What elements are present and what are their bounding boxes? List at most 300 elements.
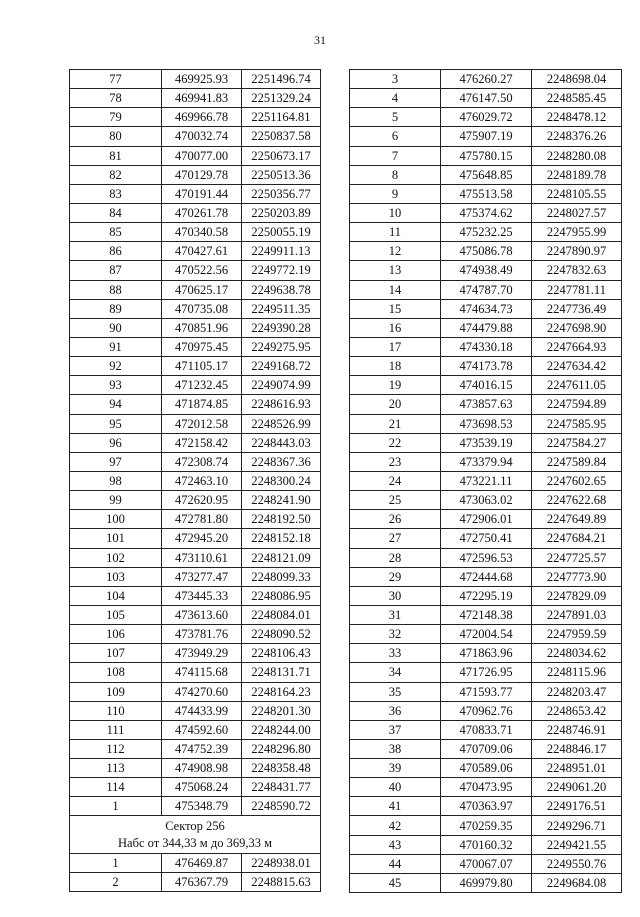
y-coordinate-cell: 2247594.89 — [532, 395, 622, 414]
point-number-cell: 2 — [70, 872, 162, 891]
table-row — [350, 357, 622, 376]
x-coordinate-cell: 473539.19 — [441, 433, 532, 452]
y-coordinate-cell: 2251329.24 — [242, 89, 321, 108]
x-coordinate-cell: 475374.62 — [441, 203, 532, 222]
table-row — [350, 280, 622, 299]
point-number-cell: 39 — [350, 759, 441, 778]
y-coordinate-cell: 2248152.18 — [242, 529, 321, 548]
table-row — [350, 797, 622, 816]
x-coordinate-cell: 475086.78 — [441, 242, 532, 261]
table-row — [70, 337, 321, 356]
y-coordinate-cell: 2249296.71 — [532, 816, 622, 835]
x-coordinate-cell: 474173.78 — [441, 357, 532, 376]
x-coordinate-cell: 472004.54 — [441, 625, 532, 644]
x-coordinate-cell: 473781.76 — [162, 625, 242, 644]
y-coordinate-cell: 2247585.95 — [532, 414, 622, 433]
y-coordinate-cell: 2247736.49 — [532, 299, 622, 318]
table-row — [350, 835, 622, 854]
x-coordinate-cell: 474592.60 — [162, 720, 242, 739]
y-coordinate-cell: 2250356.77 — [242, 184, 321, 203]
y-coordinate-cell: 2247698.90 — [532, 318, 622, 337]
x-coordinate-cell: 474787.70 — [441, 280, 532, 299]
point-number-cell: 19 — [350, 376, 441, 395]
y-coordinate-cell: 2249550.76 — [532, 854, 622, 873]
x-coordinate-cell: 472295.19 — [441, 586, 532, 605]
point-number-cell: 11 — [350, 223, 441, 242]
table-row — [350, 854, 622, 873]
table-row — [70, 491, 321, 510]
table-row — [350, 165, 622, 184]
table-row — [350, 759, 622, 778]
x-coordinate-cell: 470625.17 — [162, 280, 242, 299]
y-coordinate-cell: 2247955.99 — [532, 223, 622, 242]
x-coordinate-cell: 472945.20 — [162, 529, 242, 548]
table-row — [350, 146, 622, 165]
table-row — [70, 146, 321, 165]
point-number-cell: 27 — [350, 529, 441, 548]
x-coordinate-cell: 470340.58 — [162, 223, 242, 242]
y-coordinate-cell: 2248164.23 — [242, 682, 321, 701]
sector-subtitle: Набс от 344,33 м до 369,33 м — [118, 835, 272, 850]
point-number-cell: 24 — [350, 471, 441, 490]
y-coordinate-cell: 2247890.97 — [532, 242, 622, 261]
y-coordinate-cell: 2248121.09 — [242, 548, 321, 567]
x-coordinate-cell: 472158.42 — [162, 433, 242, 452]
x-coordinate-cell: 474908.98 — [162, 759, 242, 778]
sector-header — [70, 816, 321, 853]
x-coordinate-cell: 470259.35 — [441, 816, 532, 835]
right-table-rows — [350, 70, 622, 893]
y-coordinate-cell: 2248526.99 — [242, 414, 321, 433]
y-coordinate-cell: 2249074.99 — [242, 376, 321, 395]
y-coordinate-cell: 2248815.63 — [242, 872, 321, 891]
table-row — [70, 567, 321, 586]
x-coordinate-cell: 474479.88 — [441, 318, 532, 337]
y-coordinate-cell: 2248105.55 — [532, 184, 622, 203]
point-number-cell: 111 — [70, 720, 162, 739]
x-coordinate-cell: 472463.10 — [162, 471, 242, 490]
x-coordinate-cell: 472750.41 — [441, 529, 532, 548]
table-row — [350, 873, 622, 892]
table-row — [70, 605, 321, 624]
x-coordinate-cell: 473063.02 — [441, 491, 532, 510]
x-coordinate-cell: 473221.11 — [441, 471, 532, 490]
x-coordinate-cell: 473110.61 — [162, 548, 242, 567]
point-number-cell: 30 — [350, 586, 441, 605]
table-row — [70, 548, 321, 567]
x-coordinate-cell: 470160.32 — [441, 835, 532, 854]
x-coordinate-cell: 475513.58 — [441, 184, 532, 203]
point-number-cell: 9 — [350, 184, 441, 203]
y-coordinate-cell: 2248590.72 — [242, 797, 321, 816]
point-number-cell: 81 — [70, 146, 162, 165]
table-row — [350, 548, 622, 567]
x-coordinate-cell: 470129.78 — [162, 165, 242, 184]
point-number-cell: 33 — [350, 644, 441, 663]
point-number-cell: 79 — [70, 108, 162, 127]
y-coordinate-cell: 2248241.90 — [242, 491, 321, 510]
x-coordinate-cell: 470067.07 — [441, 854, 532, 873]
table-row — [70, 165, 321, 184]
y-coordinate-cell: 2248698.04 — [532, 70, 622, 89]
x-coordinate-cell: 469925.93 — [162, 70, 242, 89]
y-coordinate-cell: 2248367.36 — [242, 452, 321, 471]
y-coordinate-cell: 2248443.03 — [242, 433, 321, 452]
x-coordinate-cell: 471726.95 — [441, 663, 532, 682]
point-number-cell: 107 — [70, 644, 162, 663]
y-coordinate-cell: 2248296.80 — [242, 739, 321, 758]
sector-header-cell — [70, 816, 321, 853]
point-number-cell: 41 — [350, 797, 441, 816]
x-coordinate-cell: 471232.45 — [162, 376, 242, 395]
point-number-cell: 84 — [70, 203, 162, 222]
x-coordinate-cell: 476147.50 — [441, 89, 532, 108]
table-row — [70, 376, 321, 395]
table-row — [70, 739, 321, 758]
point-number-cell: 6 — [350, 127, 441, 146]
point-number-cell: 1 — [70, 797, 162, 816]
x-coordinate-cell: 470191.44 — [162, 184, 242, 203]
x-coordinate-cell: 475648.85 — [441, 165, 532, 184]
x-coordinate-cell: 473277.47 — [162, 567, 242, 586]
table-row — [350, 701, 622, 720]
y-coordinate-cell: 2249421.55 — [532, 835, 622, 854]
y-coordinate-cell: 2247611.05 — [532, 376, 622, 395]
y-coordinate-cell: 2248192.50 — [242, 510, 321, 529]
table-row — [350, 529, 622, 548]
point-number-cell: 91 — [70, 337, 162, 356]
point-number-cell: 99 — [70, 491, 162, 510]
table-row — [350, 89, 622, 108]
point-number-cell: 32 — [350, 625, 441, 644]
x-coordinate-cell: 475232.25 — [441, 223, 532, 242]
table-row — [350, 644, 622, 663]
point-number-cell: 20 — [350, 395, 441, 414]
table-row — [70, 242, 321, 261]
y-coordinate-cell: 2248478.12 — [532, 108, 622, 127]
point-number-cell: 12 — [350, 242, 441, 261]
point-number-cell: 31 — [350, 605, 441, 624]
y-coordinate-cell: 2248115.96 — [532, 663, 622, 682]
y-coordinate-cell: 2249176.51 — [532, 797, 622, 816]
y-coordinate-cell: 2250513.36 — [242, 165, 321, 184]
x-coordinate-cell: 469941.83 — [162, 89, 242, 108]
point-number-cell: 26 — [350, 510, 441, 529]
table-row — [70, 778, 321, 797]
y-coordinate-cell: 2248746.91 — [532, 720, 622, 739]
y-coordinate-cell: 2248201.30 — [242, 701, 321, 720]
x-coordinate-cell: 471105.17 — [162, 357, 242, 376]
point-number-cell: 102 — [70, 548, 162, 567]
page-number: 31 — [314, 33, 326, 47]
table-row — [350, 510, 622, 529]
y-coordinate-cell: 2248034.62 — [532, 644, 622, 663]
y-coordinate-cell: 2249168.72 — [242, 357, 321, 376]
y-coordinate-cell: 2247634.42 — [532, 357, 622, 376]
point-number-cell: 94 — [70, 395, 162, 414]
point-number-cell: 23 — [350, 452, 441, 471]
x-coordinate-cell: 474270.60 — [162, 682, 242, 701]
point-number-cell: 93 — [70, 376, 162, 395]
x-coordinate-cell: 476469.87 — [162, 853, 242, 872]
point-number-cell: 10 — [350, 203, 441, 222]
x-coordinate-cell: 472012.58 — [162, 414, 242, 433]
table-row — [350, 318, 622, 337]
point-number-cell: 112 — [70, 739, 162, 758]
table-row — [350, 414, 622, 433]
table-row — [350, 376, 622, 395]
point-number-cell: 92 — [70, 357, 162, 376]
table-row — [350, 108, 622, 127]
y-coordinate-cell: 2248090.52 — [242, 625, 321, 644]
x-coordinate-cell: 473379.94 — [441, 452, 532, 471]
table-row — [70, 357, 321, 376]
y-coordinate-cell: 2249772.19 — [242, 261, 321, 280]
y-coordinate-cell: 2249390.28 — [242, 318, 321, 337]
y-coordinate-cell: 2248431.77 — [242, 778, 321, 797]
table-row — [70, 720, 321, 739]
table-row — [70, 414, 321, 433]
table-row — [70, 299, 321, 318]
table-row — [70, 701, 321, 720]
table-row — [70, 872, 321, 891]
table-row — [350, 452, 622, 471]
point-number-cell: 34 — [350, 663, 441, 682]
table-row — [70, 395, 321, 414]
point-number-cell: 8 — [350, 165, 441, 184]
point-number-cell: 89 — [70, 299, 162, 318]
y-coordinate-cell: 2248938.01 — [242, 853, 321, 872]
x-coordinate-cell: 470363.97 — [441, 797, 532, 816]
table-row — [70, 108, 321, 127]
y-coordinate-cell: 2247829.09 — [532, 586, 622, 605]
table-row — [350, 605, 622, 624]
table-row — [350, 223, 622, 242]
y-coordinate-cell: 2250055.19 — [242, 223, 321, 242]
x-coordinate-cell: 472906.01 — [441, 510, 532, 529]
x-coordinate-cell: 470473.95 — [441, 778, 532, 797]
table-row — [70, 663, 321, 682]
table-row — [350, 471, 622, 490]
x-coordinate-cell: 476029.72 — [441, 108, 532, 127]
point-number-cell: 38 — [350, 739, 441, 758]
point-number-cell: 40 — [350, 778, 441, 797]
point-number-cell: 113 — [70, 759, 162, 778]
x-coordinate-cell: 470851.96 — [162, 318, 242, 337]
table-row — [350, 586, 622, 605]
x-coordinate-cell: 473445.33 — [162, 586, 242, 605]
x-coordinate-cell: 476367.79 — [162, 872, 242, 891]
y-coordinate-cell: 2249275.95 — [242, 337, 321, 356]
sector-title: Сектор 256 — [165, 818, 225, 833]
y-coordinate-cell: 2247725.57 — [532, 548, 622, 567]
x-coordinate-cell: 470975.45 — [162, 337, 242, 356]
x-coordinate-cell: 474115.68 — [162, 663, 242, 682]
x-coordinate-cell: 470261.78 — [162, 203, 242, 222]
point-number-cell: 80 — [70, 127, 162, 146]
x-coordinate-cell: 472148.38 — [441, 605, 532, 624]
table-row — [70, 318, 321, 337]
x-coordinate-cell: 473949.29 — [162, 644, 242, 663]
x-coordinate-cell: 470735.08 — [162, 299, 242, 318]
point-number-cell: 114 — [70, 778, 162, 797]
point-number-cell: 88 — [70, 280, 162, 299]
point-number-cell: 109 — [70, 682, 162, 701]
point-number-cell: 104 — [70, 586, 162, 605]
point-number-cell: 5 — [350, 108, 441, 127]
point-number-cell: 105 — [70, 605, 162, 624]
point-number-cell: 43 — [350, 835, 441, 854]
y-coordinate-cell: 2251496.74 — [242, 70, 321, 89]
y-coordinate-cell: 2247589.84 — [532, 452, 622, 471]
y-coordinate-cell: 2247684.21 — [532, 529, 622, 548]
y-coordinate-cell: 2247602.65 — [532, 471, 622, 490]
y-coordinate-cell: 2248846.17 — [532, 739, 622, 758]
y-coordinate-cell: 2250673.17 — [242, 146, 321, 165]
table-row — [70, 853, 321, 872]
point-number-cell: 44 — [350, 854, 441, 873]
x-coordinate-cell: 471593.77 — [441, 682, 532, 701]
y-coordinate-cell: 2247959.59 — [532, 625, 622, 644]
x-coordinate-cell: 472781.80 — [162, 510, 242, 529]
x-coordinate-cell: 471874.85 — [162, 395, 242, 414]
point-number-cell: 35 — [350, 682, 441, 701]
x-coordinate-cell: 474433.99 — [162, 701, 242, 720]
x-coordinate-cell: 475780.15 — [441, 146, 532, 165]
y-coordinate-cell: 2248131.71 — [242, 663, 321, 682]
point-number-cell: 100 — [70, 510, 162, 529]
table-row — [350, 433, 622, 452]
point-number-cell: 21 — [350, 414, 441, 433]
y-coordinate-cell: 2248099.33 — [242, 567, 321, 586]
x-coordinate-cell: 473613.60 — [162, 605, 242, 624]
y-coordinate-cell: 2249911.13 — [242, 242, 321, 261]
table-row — [70, 184, 321, 203]
table-row — [70, 529, 321, 548]
table-row — [350, 261, 622, 280]
point-number-cell: 78 — [70, 89, 162, 108]
y-coordinate-cell: 2247649.89 — [532, 510, 622, 529]
table-row — [70, 261, 321, 280]
coordinates-table-right — [349, 69, 622, 893]
x-coordinate-cell: 474330.18 — [441, 337, 532, 356]
y-coordinate-cell: 2247773.90 — [532, 567, 622, 586]
y-coordinate-cell: 2248585.45 — [532, 89, 622, 108]
table-row — [350, 663, 622, 682]
point-number-cell: 110 — [70, 701, 162, 720]
table-row — [350, 395, 622, 414]
x-coordinate-cell: 472444.68 — [441, 567, 532, 586]
point-number-cell: 18 — [350, 357, 441, 376]
y-coordinate-cell: 2247584.27 — [532, 433, 622, 452]
x-coordinate-cell: 470522.56 — [162, 261, 242, 280]
x-coordinate-cell: 469966.78 — [162, 108, 242, 127]
table-row — [70, 223, 321, 242]
table-row — [350, 242, 622, 261]
point-number-cell: 83 — [70, 184, 162, 203]
point-number-cell: 7 — [350, 146, 441, 165]
x-coordinate-cell: 474752.39 — [162, 739, 242, 758]
point-number-cell: 95 — [70, 414, 162, 433]
x-coordinate-cell: 473698.53 — [441, 414, 532, 433]
table-row — [350, 567, 622, 586]
y-coordinate-cell: 2248084.01 — [242, 605, 321, 624]
point-number-cell: 87 — [70, 261, 162, 280]
table-row — [350, 625, 622, 644]
point-number-cell: 77 — [70, 70, 162, 89]
table-row — [350, 816, 622, 835]
x-coordinate-cell: 472596.53 — [441, 548, 532, 567]
table-row — [350, 203, 622, 222]
x-coordinate-cell: 473857.63 — [441, 395, 532, 414]
table-row — [350, 70, 622, 89]
y-coordinate-cell: 2248300.24 — [242, 471, 321, 490]
y-coordinate-cell: 2250837.58 — [242, 127, 321, 146]
point-number-cell: 82 — [70, 165, 162, 184]
x-coordinate-cell: 470833.71 — [441, 720, 532, 739]
table-row — [70, 797, 321, 816]
point-number-cell: 98 — [70, 471, 162, 490]
x-coordinate-cell: 470589.06 — [441, 759, 532, 778]
point-number-cell: 4 — [350, 89, 441, 108]
point-number-cell: 22 — [350, 433, 441, 452]
point-number-cell: 106 — [70, 625, 162, 644]
point-number-cell: 103 — [70, 567, 162, 586]
point-number-cell: 15 — [350, 299, 441, 318]
x-coordinate-cell: 470709.06 — [441, 739, 532, 758]
point-number-cell: 16 — [350, 318, 441, 337]
table-row — [350, 739, 622, 758]
x-coordinate-cell: 469979.80 — [441, 873, 532, 892]
left-table-rows-after — [70, 853, 321, 891]
point-number-cell: 101 — [70, 529, 162, 548]
left-table-rows-before — [70, 70, 321, 816]
x-coordinate-cell: 472620.95 — [162, 491, 242, 510]
y-coordinate-cell: 2249638.78 — [242, 280, 321, 299]
y-coordinate-cell: 2251164.81 — [242, 108, 321, 127]
table-row — [350, 299, 622, 318]
point-number-cell: 1 — [70, 853, 162, 872]
table-row — [70, 644, 321, 663]
y-coordinate-cell: 2247891.03 — [532, 605, 622, 624]
y-coordinate-cell: 2248106.43 — [242, 644, 321, 663]
y-coordinate-cell: 2248653.42 — [532, 701, 622, 720]
table-row — [70, 625, 321, 644]
y-coordinate-cell: 2249511.35 — [242, 299, 321, 318]
y-coordinate-cell: 2248244.00 — [242, 720, 321, 739]
x-coordinate-cell: 471863.96 — [441, 644, 532, 663]
point-number-cell: 90 — [70, 318, 162, 337]
point-number-cell: 3 — [350, 70, 441, 89]
table-row — [350, 778, 622, 797]
x-coordinate-cell: 470427.61 — [162, 242, 242, 261]
point-number-cell: 85 — [70, 223, 162, 242]
table-row — [70, 89, 321, 108]
y-coordinate-cell: 2248280.08 — [532, 146, 622, 165]
x-coordinate-cell: 476260.27 — [441, 70, 532, 89]
point-number-cell: 25 — [350, 491, 441, 510]
y-coordinate-cell: 2248203.47 — [532, 682, 622, 701]
table-row — [70, 510, 321, 529]
table-row — [70, 70, 321, 89]
x-coordinate-cell: 474938.49 — [441, 261, 532, 280]
y-coordinate-cell: 2247622.68 — [532, 491, 622, 510]
x-coordinate-cell: 474634.73 — [441, 299, 532, 318]
x-coordinate-cell: 470962.76 — [441, 701, 532, 720]
table-row — [70, 682, 321, 701]
y-coordinate-cell: 2247781.11 — [532, 280, 622, 299]
table-row — [350, 720, 622, 739]
